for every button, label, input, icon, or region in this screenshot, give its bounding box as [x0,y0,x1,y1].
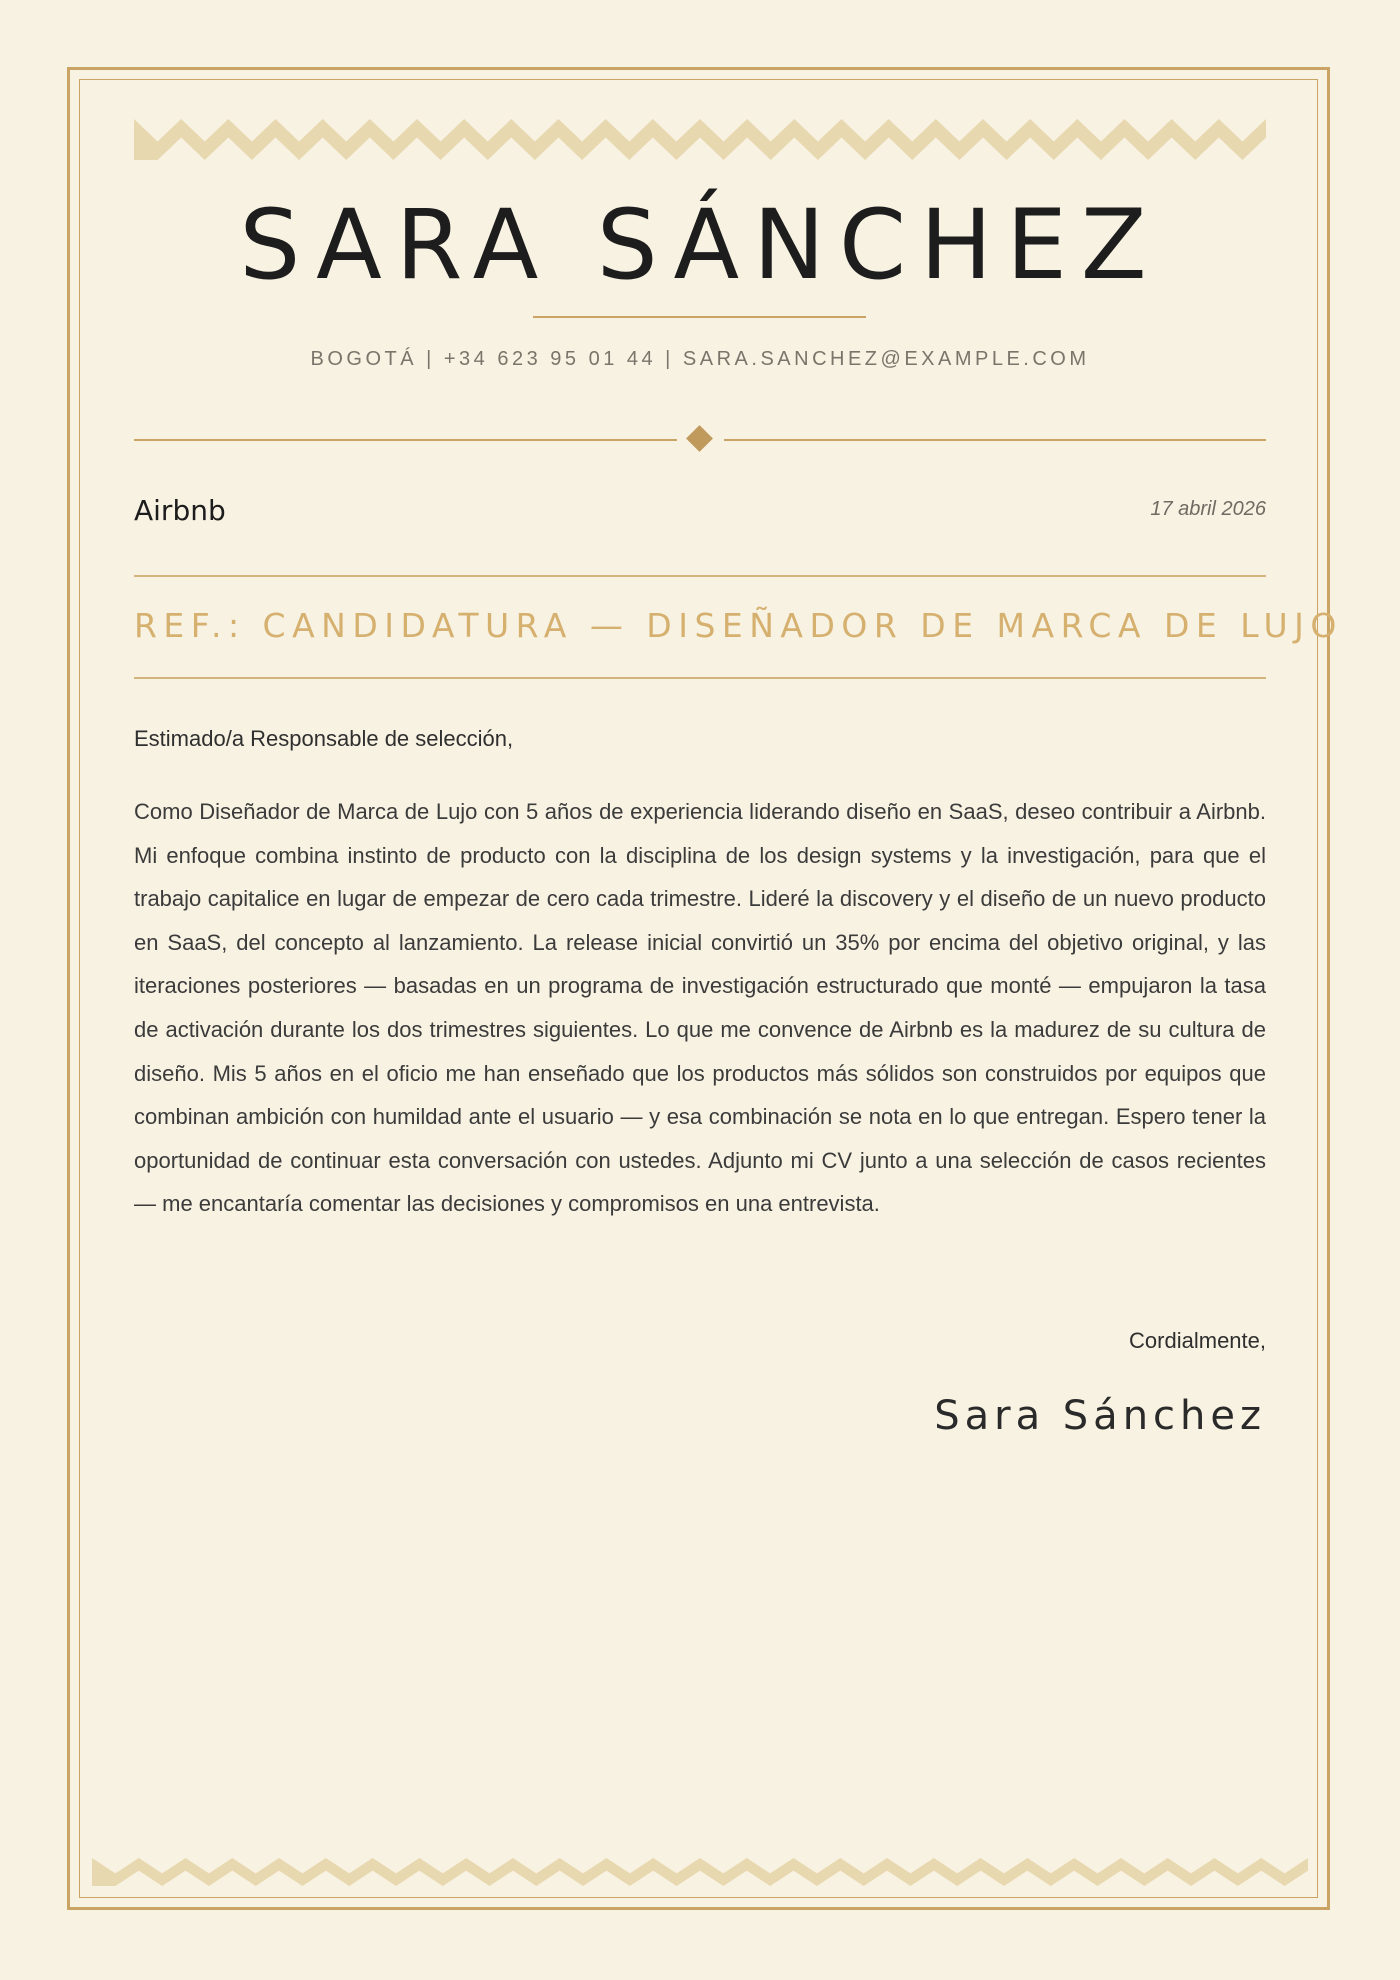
divider-line-right [724,439,1266,441]
reference-rule-bottom [134,677,1266,679]
bottom-triangle-pattern [92,1858,1308,1886]
reference-rule-top [134,575,1266,577]
letter-date: 17 abril 2026 [1150,498,1266,520]
applicant-name: SARA SÁNCHEZ [239,189,1161,301]
reference-line: REF.: CANDIDATURA — DISEÑADOR DE MARCA DE LUJO [134,606,1343,645]
letter-body: Como Diseñador de Marca de Lujo con 5 años de experiencia liderando diseño en SaaS, deseo contribuir a Airbnb. Mi enfoque combina instinto de producto con la disciplina de los design systems y la investigación, para que el trabajo capitalice en lugar de empezar de cero cada trimestre. Lideré la discovery y el diseño de un nuevo producto en SaaS, del concepto al lanzamiento. La release inicial convirtió un 35% por encima del objetivo original, y las iteraciones posteriores — basadas en un programa de investigación estructurado que monté — empujaron la tasa de activación durante los dos trimestres siguientes. Lo que me convence de Airbnb es la madurez de su cultura de diseño. Mis 5 años en el oficio me han enseñado que los productos más sólidos son construidos por equipos que combinan ambición con humildad ante el usuario — y esa combinación se nota en lo que entregan. Espero tener la oportunidad de continuar esta conversación con ustedes. Adjunto mi CV junto a una selección de casos recientes — me encantaría comentar las decisiones y compromisos en una entrevista. [134,799,1266,1217]
contact-line: BOGOTÁ | +34 623 95 01 44 | SARA.SANCHEZ@EXAMPLE.COM [310,348,1090,370]
salutation: Estimado/a Responsable de selección, [134,726,514,751]
closing: Cordialmente, [1129,1328,1266,1353]
recipient-company: Airbnb [134,494,226,527]
divider-line-left [134,439,677,441]
top-triangle-pattern [134,119,1266,160]
name-underline [533,316,866,318]
signature: Sara Sánchez [934,1393,1266,1439]
